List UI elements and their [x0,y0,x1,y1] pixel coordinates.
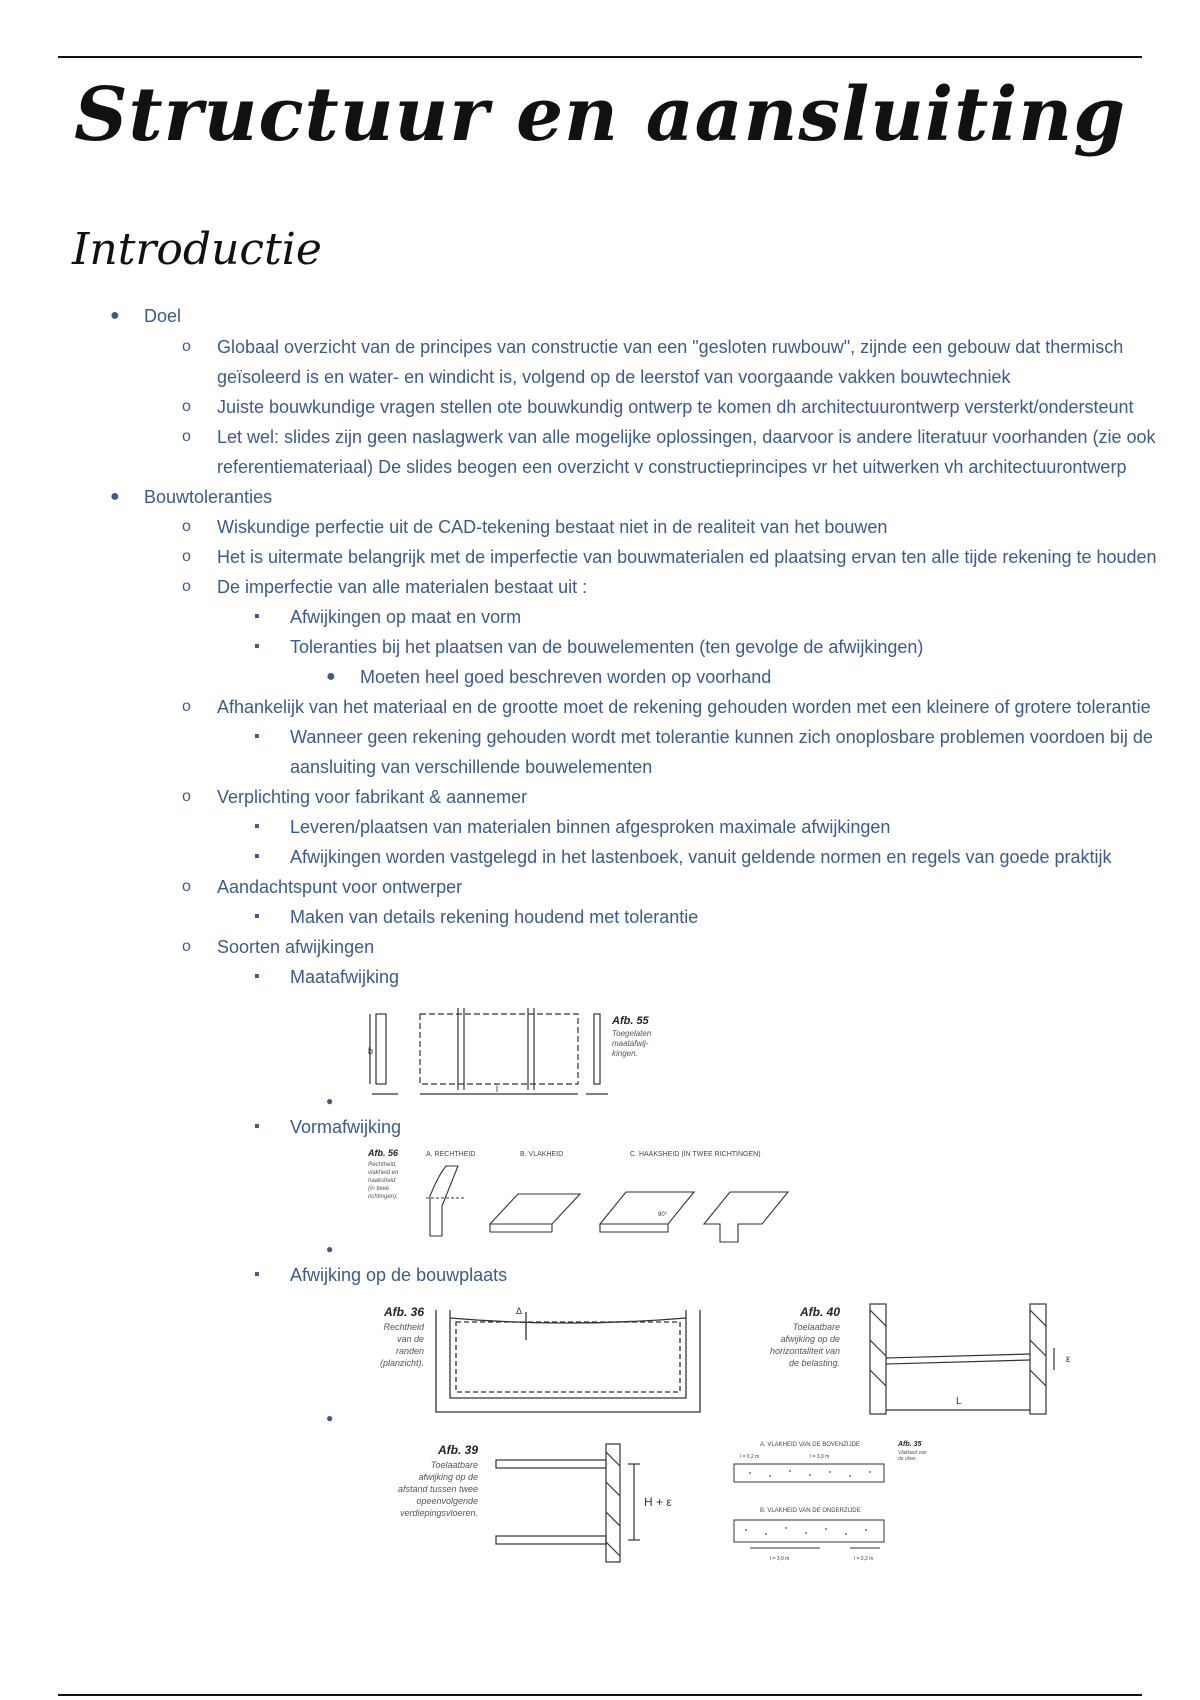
bullet-dot: ● [326,1411,334,1425]
list-item: Afwijkingen worden vastgelegd in het lastenboek, vanuit geldende normen en regels van goede praktijk [290,847,1112,867]
list-item: Let wel: slides zijn geen naslagwerk van alle mogelijke oplossingen, daarvoor is andere literatuur voorhanden (zie ook [217,427,1156,447]
list-item: Maatafwijking [290,967,400,987]
figure-caption-line: afwijking op de [418,1472,478,1482]
height-label: H + ε [644,1495,672,1509]
bullet-square: ▪ [254,638,260,655]
figure-caption-line: Vlakheid van [898,1450,927,1456]
list-item: Doel [144,306,182,326]
figure-caption-line: Toegelaten [612,1029,652,1038]
figure-label: Afb. 55 [612,1015,649,1027]
section-heading: Introductie [72,224,322,275]
figure-caption-line: de belasting. [788,1358,840,1368]
length-label: l = 0,2 m [740,1454,760,1460]
list-item-continuation: geïsoleerd is en water- en windicht is, volgend op de leerstof van voorgaande vakken bouwtechniek [217,367,1011,387]
figure-label: Afb. 39 [437,1443,478,1457]
figure-caption-line: Toelaatbare [430,1460,478,1470]
page-title: Structuur en aansluiting [74,72,1126,158]
list-item: Afwijking op de bouwplaats [290,1265,508,1285]
bullet-square: ▪ [254,848,260,865]
figure-afb-35 [730,1438,950,1578]
bullet-square: ▪ [254,1118,260,1135]
bullet-square: ▪ [254,728,260,745]
top-rule [58,56,1142,58]
list-item-continuation: referentiemateriaal) De slides beogen een overzicht v constructieprincipes vr het uitwerken vh architectuurontwerp [217,457,1127,477]
bullet-dot: ● [110,307,120,324]
dimension-b: b [368,1046,374,1056]
figure-afb-36 [366,1300,706,1420]
figure-afb-40 [730,1300,1090,1420]
epsilon-label: ε [1066,1354,1071,1365]
figure-caption-line: richtingen). [368,1194,398,1200]
bullet-square: ▪ [254,968,260,985]
list-item: De imperfectie van alle materialen bestaat uit : [217,577,588,597]
list-item: Maken van details rekening houdend met tolerantie [290,907,699,927]
list-item: Vormafwijking [290,1117,402,1137]
figure-label: Afb. 56 [368,1148,399,1158]
list-item: Verplichting voor fabrikant & aannemer [217,787,528,807]
list-item: Het is uitermate belangrijk met de imperfectie van bouwmaterialen ed plaatsing ervan ten alle tijde rekening te houden [217,547,1157,567]
angle-label: 90° [658,1212,668,1218]
figure-label: Afb. 40 [799,1305,840,1319]
figure-caption-line: horizontaliteit van [769,1346,840,1356]
subfigure-label: B. VLAKHEID [520,1151,564,1158]
bullet-dot: ● [326,668,336,685]
subfigure-label: A. RECHTHEID [426,1151,476,1158]
figure-caption-line: opeenvolgende [416,1496,478,1506]
list-item: Aandachtspunt voor ontwerper [217,877,463,897]
list-item: Leveren/plaatsen van materialen binnen afgesproken maximale afwijkingen [290,817,891,837]
bullet-circle: o [182,878,191,895]
list-item-continuation: aansluiting van verschillende bouwelementen [290,757,653,777]
length-label: l = 3,0 m [810,1454,830,1460]
figure-caption-line: Rechtheid, [368,1162,397,1168]
bullet-circle: o [182,338,191,355]
list-item: Wanneer geen rekening gehouden wordt met tolerantie kunnen zich onoplosbare problemen voordoen bij de [290,727,1153,747]
bullet-circle: o [182,398,191,415]
figure-caption-line: randen [395,1346,424,1356]
figure-caption-line: (in twee [368,1186,390,1192]
bullet-square: ▪ [254,908,260,925]
bullet-circle: o [182,578,191,595]
list-item: Soorten afwijkingen [217,937,375,957]
bullet-circle: o [182,788,191,805]
subfigure-label: A. VLAKHEID VAN DE BOVENZIJDE [760,1442,860,1448]
bullet-circle: o [182,518,191,535]
bullet-circle: o [182,428,191,445]
bottom-rule [58,1694,1142,1696]
figure-caption-line: afstand tussen twee [397,1484,478,1494]
bullet-circle: o [182,548,191,565]
length-label: l = 3,0 m [770,1556,790,1562]
subfigure-label: C. HAAKSHEID (IN TWEE RICHTINGEN) [630,1151,761,1158]
figure-caption-line: afwijking op de [780,1334,840,1344]
bullet-dot: ● [326,1242,334,1256]
list-item: Toleranties bij het plaatsen van de bouwelementen (ten gevolge de afwijkingen) [290,637,924,657]
list-item: Globaal overzicht van de principes van constructie van een "gesloten ruwbouw", zijnde een gebouw dat thermisch [217,337,1124,357]
list-item: Juiste bouwkundige vragen stellen ote bouwkundig ontwerp te komen dh architectuurontwerp versterkt/ondersteunt [217,397,1134,417]
figure-afb-55 [368,1002,668,1102]
bullet-circle: o [182,938,191,955]
figure-caption-line: kingen. [612,1049,638,1058]
figure-afb-56 [368,1146,808,1246]
dimension-l: l [496,1084,498,1094]
figure-caption-line: maatafwij- [612,1039,649,1048]
bullet-square: ▪ [254,608,260,625]
figure-caption-line: verdiepingsvloeren. [399,1508,478,1518]
figure-label: Afb. 35 [898,1441,922,1448]
list-item: Moeten heel goed beschreven worden op voorhand [360,667,772,687]
subfigure-label: B. VLAKHEID VAN DE ONDERZIJDE [760,1508,861,1514]
bullet-square: ▪ [254,1266,260,1283]
delta-label: Δ [516,1306,523,1316]
figure-caption-line: Rechtheid [383,1322,424,1332]
length-label: l = 0,2 m [854,1556,874,1562]
figure-caption-line: vlakheid en [368,1170,399,1176]
bullet-dot: ● [326,1094,334,1108]
list-item: Wiskundige perfectie uit de CAD-tekening bestaat niet in de realiteit van het bouwen [217,517,888,537]
length-label: L [956,1396,962,1407]
list-item: Afhankelijk van het materiaal en de grootte moet de rekening gehouden worden met een kleinere of grotere tolerantie [217,697,1151,717]
figure-caption-line: haaksheid [368,1178,396,1184]
figure-caption-line: van de [396,1334,424,1344]
figure-afb-39 [366,1438,706,1568]
figure-caption-line: Toelaatbare [792,1322,840,1332]
bullet-dot: ● [110,488,120,505]
bullet-square: ▪ [254,818,260,835]
list-item: Afwijkingen op maat en vorm [290,607,522,627]
figure-caption-line: de vloer. [898,1456,917,1462]
figure-label: Afb. 36 [383,1305,424,1319]
bullet-circle: o [182,698,191,715]
figure-caption-line: (planzicht). [379,1358,424,1368]
list-item: Bouwtoleranties [144,487,273,507]
